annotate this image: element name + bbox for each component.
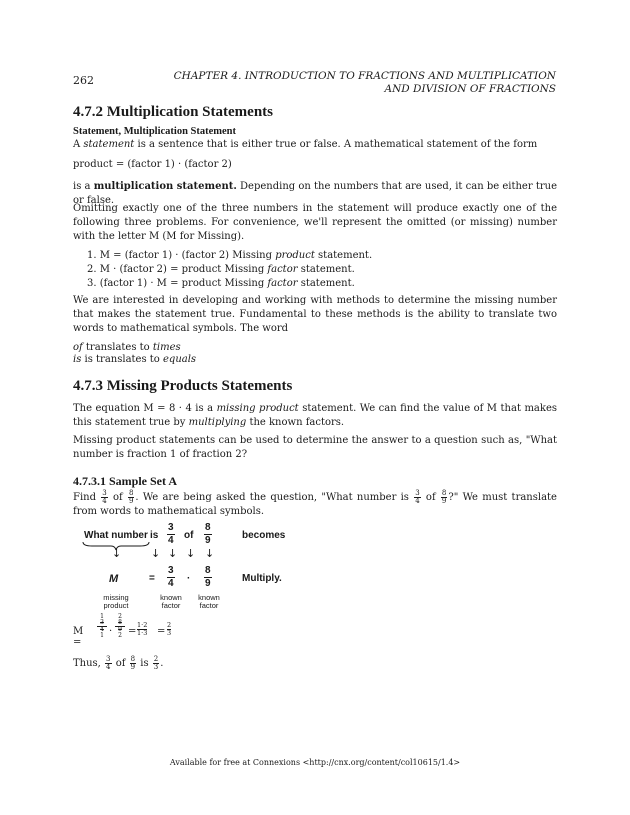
section-title-473: 4.7.3 Missing Products Statements (73, 378, 293, 394)
chapter-line-1: CHAPTER 4. INTRODUCTION TO FRACTIONS AND MULTIPLICATION (173, 70, 556, 82)
work-fraction-2: 2 8 9 2 (115, 614, 125, 639)
label-known-factor-1: known factor (160, 593, 182, 610)
sample-set-title: 4.7.3.1 Sample Set A (73, 474, 178, 488)
work-answer-fraction: 2 3 (167, 621, 172, 637)
arrow-down-icon: ↓ (151, 547, 161, 560)
work-lhs: M = (73, 626, 84, 648)
figure-multiply: Multiply. (242, 573, 282, 584)
work-dot: · (109, 626, 113, 637)
sample-question: Find $\frac{3}{4}$ of $\frac{8}{9}$ . We are being asked the question, "What number is $\frac{3}{4}$ of $\frac{8}{9}$ ?" We must translate from words to mathematical symbols. (73, 489, 557, 517)
page-number: 262 (73, 74, 94, 87)
work-equals-1: = (128, 626, 137, 637)
definition-heading: Statement, Multiplication Statement (73, 126, 237, 137)
figure-M: M (109, 573, 119, 585)
figure-equals: = (149, 573, 155, 584)
work-fraction-1: 1 3 4 1 (97, 614, 107, 639)
chapter-line-2: AND DIVISION OF FRACTIONS (384, 83, 556, 95)
figure-fraction-3-4-b: 3 4 (168, 565, 174, 589)
definition-text: A statement is a sentence that is either true or false. A mathematical statement of the form (73, 139, 538, 150)
figure-fraction-8-9: 8 9 (205, 522, 211, 546)
paragraph-usage: Missing product statements can be used to determine the answer to a question such as, "What number is fraction 1 of fraction 2? (73, 435, 557, 460)
running-header (174, 70, 556, 96)
figure-fraction-8-9-b: 8 9 (205, 565, 211, 589)
list-item: 3. (factor 1) · M = product Missing factor statement. (87, 278, 355, 289)
arrow-down-icon: ↓ (186, 547, 196, 560)
paragraph-methods: We are interested in developing and working with methods to determine the missing number that makes the statement true. Fundamental to these methods is the ability to translate two words to mathematical symbols. The word (73, 295, 557, 334)
arrow-down-icon: ↓ (168, 547, 178, 560)
figure-of: of (184, 530, 194, 541)
footer: Available for free at Connexions <http://cnx.org/content/col10615/1.4> (169, 758, 461, 767)
formula: product = (factor 1) · (factor 2) (73, 159, 232, 170)
translation-is: is is translates to equals (73, 354, 197, 365)
translation-of: of translates to times (73, 342, 181, 353)
arrow-down-icon: ↓ (205, 547, 215, 560)
work-equals-2: = (157, 626, 166, 637)
figure-dot: · (187, 573, 191, 584)
work-product-fraction: 1·2 1·3 (137, 621, 148, 637)
statement-list (87, 249, 557, 291)
arrow-down-icon: ↓ (112, 547, 122, 560)
list-item: 2. M · (factor 2) = product Missing factor statement. (87, 264, 355, 275)
figure-fraction-3-4: 3 4 (168, 522, 174, 546)
figure-is: is (150, 530, 159, 541)
conclusion: Thus, $\frac{3}{4}$ of $\frac{8}{9}$ is $\frac{2}{3}$ . (73, 655, 164, 671)
figure-what-number: What number (84, 530, 148, 541)
figure-becomes: becomes (242, 530, 286, 541)
paragraph-missing-product: The equation M = 8 · 4 is a missing product statement. We can find the value of M that makes this statement true by multiplying the known factors. (73, 403, 558, 428)
paragraph-omitting: Omitting exactly one of the three numbers in the statement will produce exactly one of the following three problems. For convenience, we'll represent the omitted (or missing) number with the letter M (M for Missing). (73, 203, 557, 242)
list-item: 1. M = (factor 1) · (factor 2) Missing product statement. (87, 250, 373, 261)
paragraph-multiplication-statement: is a multiplication statement. Depending on the numbers that are used, it can be either true or false. (73, 181, 557, 206)
label-known-factor-2: known factor (198, 593, 220, 610)
label-missing-product: missing product (103, 593, 129, 610)
section-title-472: 4.7.2 Multiplication Statements (73, 104, 273, 120)
